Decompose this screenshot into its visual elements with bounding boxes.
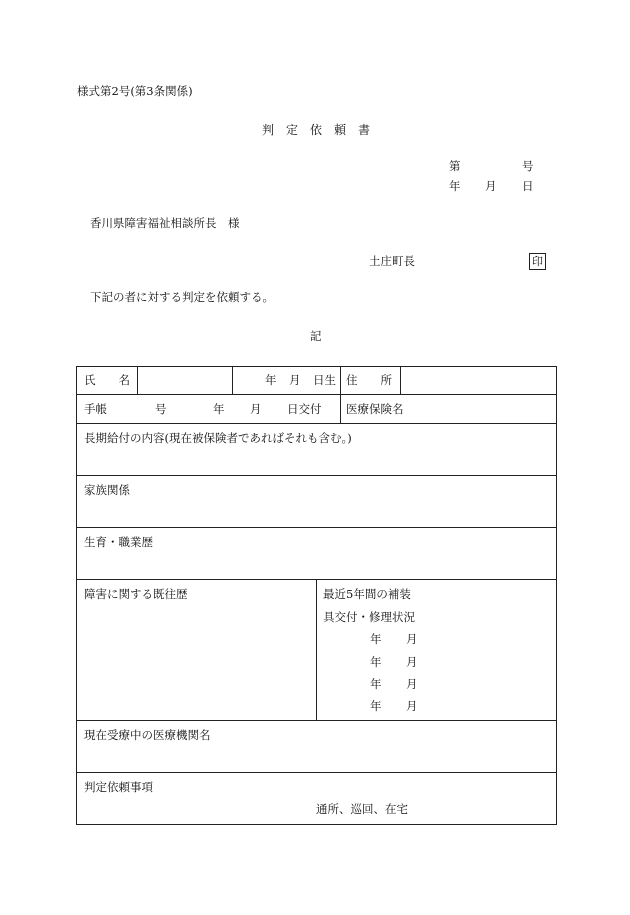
form-title: 判 定 依 頼 書 [262, 123, 371, 137]
device-row-month: 月 [406, 677, 418, 691]
note-heading: 記 [310, 329, 322, 343]
row-divider [77, 394, 556, 395]
form-style-number: 様式第2号(第3条関係) [77, 84, 193, 98]
device-row-month: 月 [406, 632, 418, 646]
col-divider [400, 367, 401, 394]
family-label: 家族関係 [84, 483, 130, 497]
seal-mark: 印 [529, 253, 546, 270]
birth-month-label: 月 [289, 373, 301, 387]
current-medical-label: 現在受療中の医療機関名 [84, 728, 211, 742]
date-year: 年 [449, 179, 461, 193]
handbook-label: 手帳 [84, 402, 107, 416]
handbook-year-label: 年 [213, 402, 225, 416]
birth-year-label: 年 [265, 373, 277, 387]
device-row-month: 月 [406, 655, 418, 669]
col-divider [232, 367, 233, 394]
request-items-label: 判定依頼事項 [84, 780, 153, 794]
doc-number-prefix: 第 [449, 159, 461, 173]
row-divider [77, 772, 556, 773]
address-label: 住 所 [346, 373, 392, 387]
row-divider [77, 720, 556, 721]
row-divider [77, 423, 556, 424]
col-divider [137, 367, 138, 394]
col-divider [316, 579, 317, 720]
recent-devices-label-line2: 具交付・修理状況 [323, 610, 415, 624]
device-row-month: 月 [406, 699, 418, 713]
request-table [76, 366, 557, 825]
device-row-year: 年 [370, 632, 382, 646]
past-history-label: 障害に関する既往歴 [84, 587, 188, 601]
handbook-month-label: 月 [250, 402, 262, 416]
doc-number-suffix: 号 [522, 159, 534, 173]
row-divider [77, 475, 556, 476]
date-month: 月 [485, 179, 497, 193]
name-label: 氏 名 [84, 373, 130, 387]
col-divider [340, 367, 341, 394]
upbringing-career-label: 生育・職業歴 [84, 535, 153, 549]
device-row-year: 年 [370, 677, 382, 691]
device-row-year: 年 [370, 699, 382, 713]
insurance-label: 医療保険名 [346, 402, 404, 416]
row-divider [77, 527, 556, 528]
handbook-issued-label: 日交付 [287, 402, 322, 416]
device-row-year: 年 [370, 655, 382, 669]
date-day: 日 [522, 179, 534, 193]
request-sentence: 下記の者に対する判定を依頼する。 [90, 290, 274, 304]
long-term-benefits-label: 長期給付の内容(現在被保険者であればそれも含む。) [84, 431, 352, 445]
addressee: 香川県障害福祉相談所長 様 [90, 216, 240, 230]
birth-day-label: 日生 [313, 373, 336, 387]
col-divider [340, 394, 341, 423]
recent-devices-label-line1: 最近5年間の補装 [323, 587, 411, 601]
sender: 土庄町長 [369, 254, 415, 268]
request-options: 通所、巡回、在宅 [316, 802, 408, 816]
handbook-number-suffix: 号 [155, 402, 167, 416]
